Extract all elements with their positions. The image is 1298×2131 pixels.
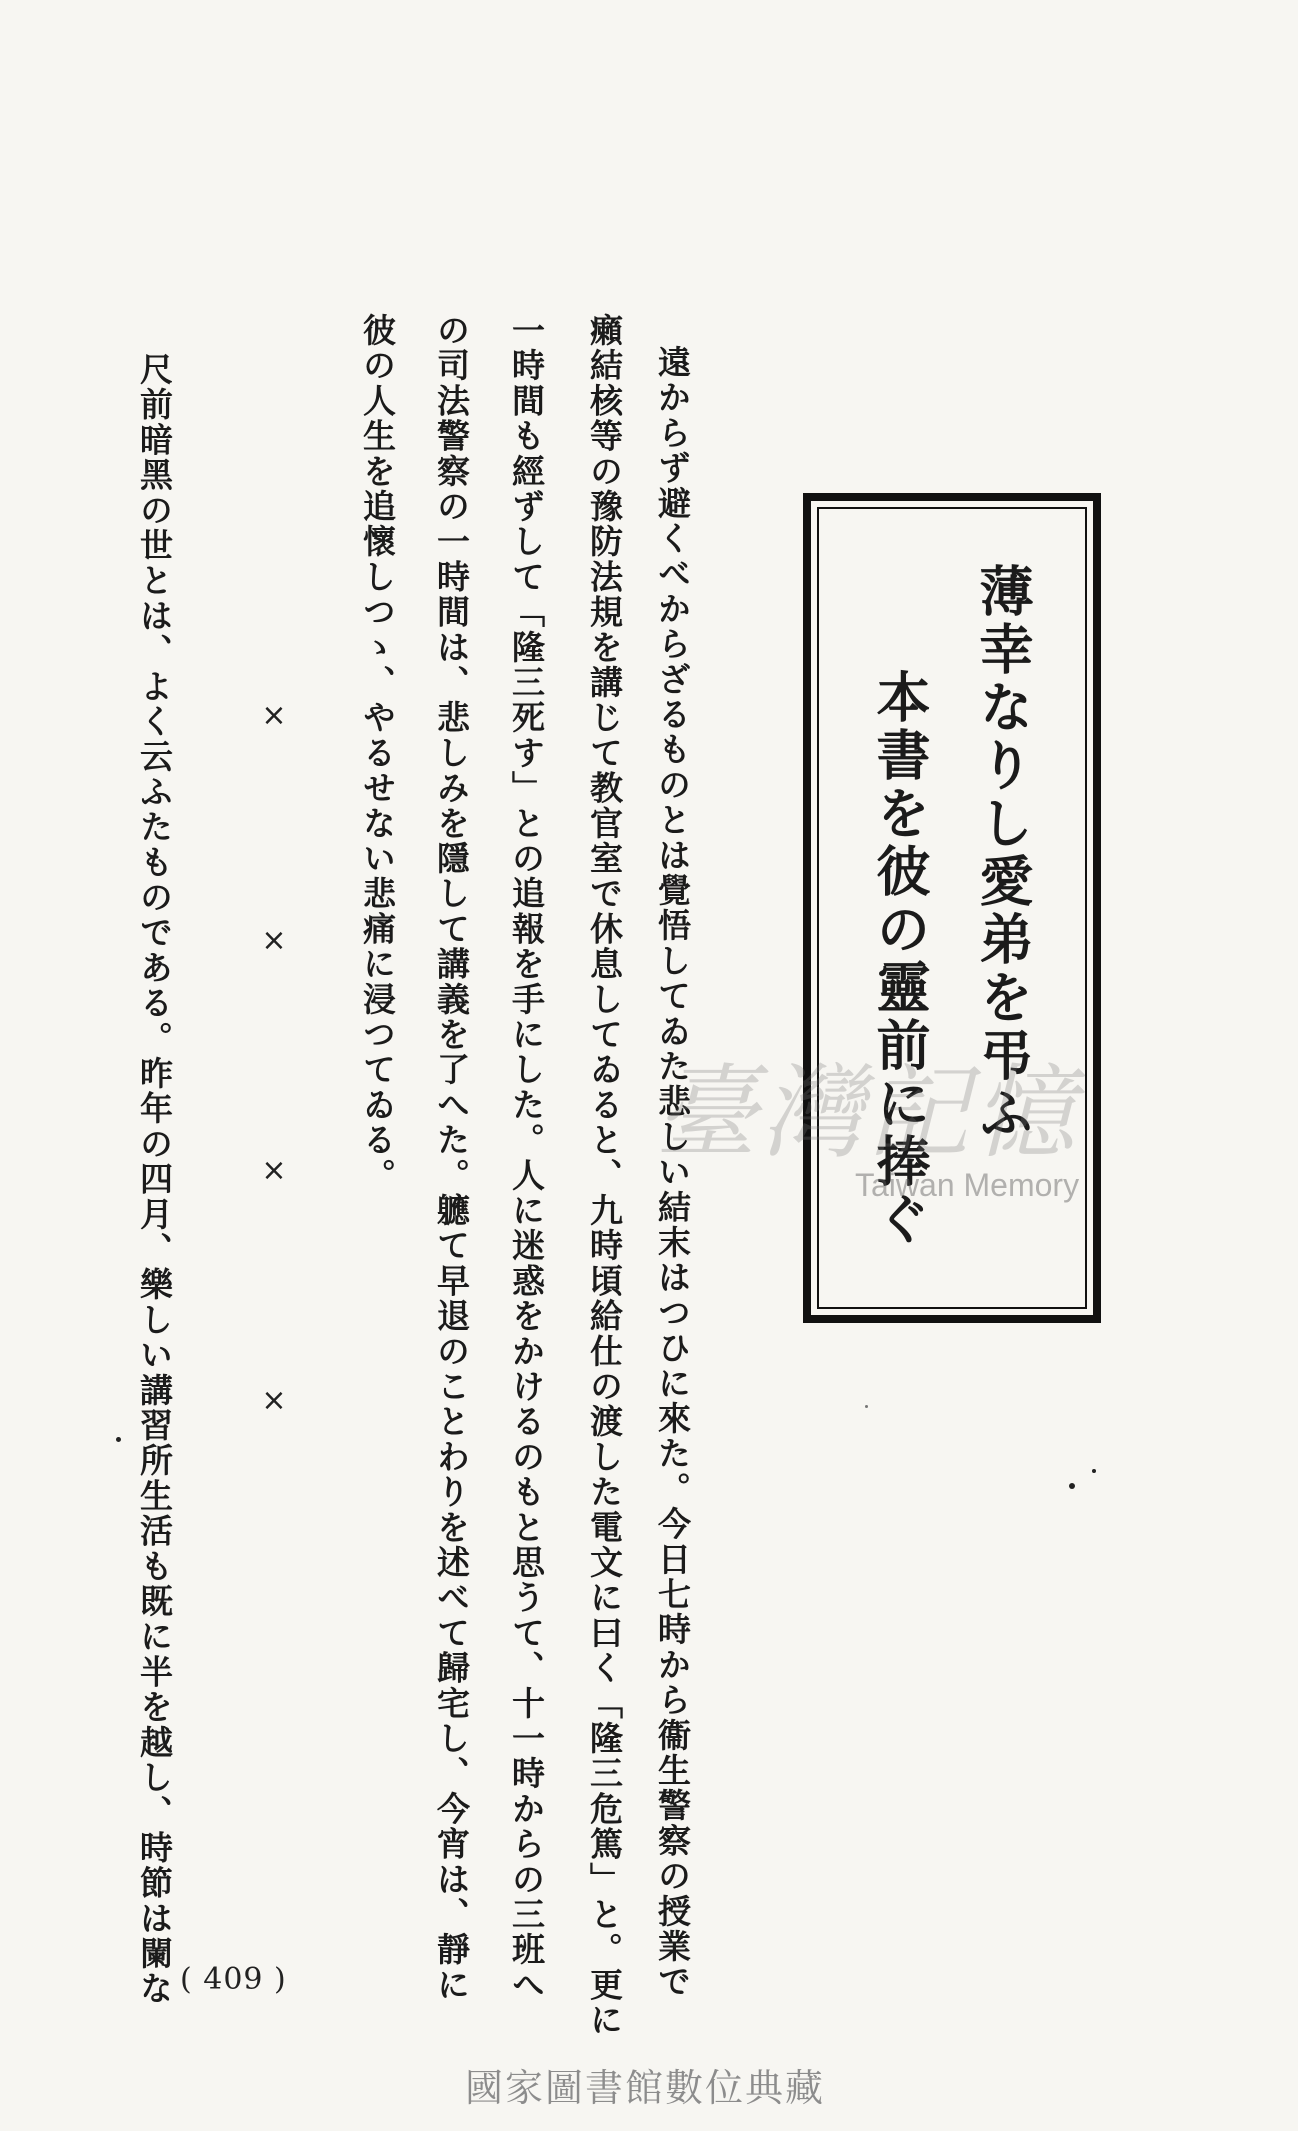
scan-speck	[865, 1405, 868, 1408]
scan-speck	[116, 1437, 121, 1442]
paragraph-line-4: の司法警察の一時間は、悲しみを隱して講義を了へた。軈て早退のことわりを述べて歸宅し、今宵は、靜に	[432, 313, 471, 2003]
paragraph-line-3: 一時間も經ずして「隆三死す」との追報を手にした。人に迷惑をかけるのもと思うて、十一時からの三班へ	[507, 313, 546, 2003]
separator-mark: ×	[261, 923, 287, 958]
scan-speck	[1092, 1469, 1096, 1473]
scan-speck	[1069, 1483, 1075, 1489]
separator-mark: ×	[261, 1153, 287, 1188]
section-separator	[258, 700, 290, 1460]
dedication-box	[803, 493, 1101, 1323]
next-paragraph-line: 尺前暗黑の世とは、よく云ふたものである。昨年の四月、樂しい講習所生活も既に半を越し、時節は闌な	[135, 352, 174, 2007]
page-number: ( 409 )	[180, 1962, 287, 1997]
watermark-english-text: Taiwan Memory	[855, 1167, 1080, 1203]
dedication-line-2: 本書を彼の靈前に捧ぐ	[868, 669, 932, 1249]
paragraph-line-2: 癩結核等の豫防法規を講じて教官室で休息してゐると、九時頃給仕の渡した電文に曰く「隆三危篤」と。更に	[585, 313, 624, 2038]
paragraph-line-1: 遠からず避くべからざるものとは覺悟してゐた悲しい結末はつひに來た。今日七時から衞生警察の授業で	[653, 345, 692, 2000]
separator-mark: ×	[261, 698, 287, 733]
dedication-line-1: 薄幸なりし愛弟を弔ふ	[971, 563, 1035, 1143]
paragraph-line-5: 彼の人生を追懷しつゝ、やるせない悲痛に浸つてゐる。	[358, 313, 397, 1193]
library-footer: 國家圖書館數位典藏	[465, 2066, 826, 2110]
separator-mark: ×	[261, 1383, 287, 1418]
watermark-cjk-text: 臺灣記憶	[655, 1054, 1079, 1173]
